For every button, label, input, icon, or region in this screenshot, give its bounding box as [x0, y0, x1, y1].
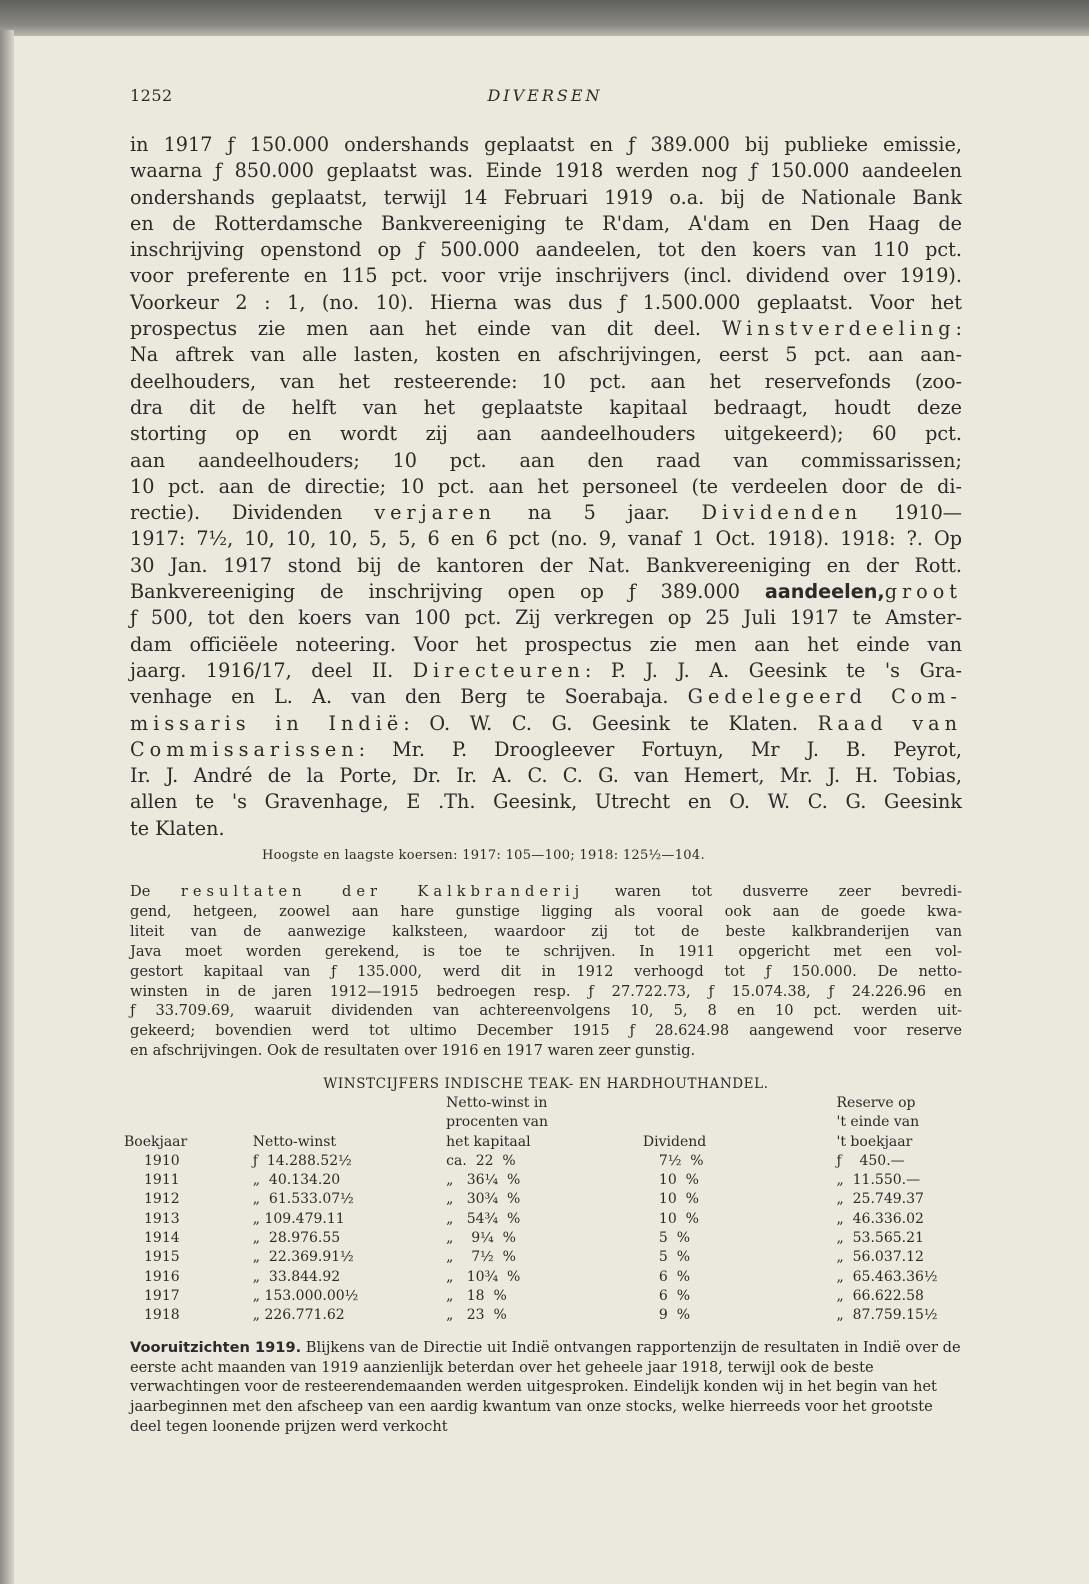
main-line: Voorkeur 2 : 1, (no. 10). Hierna was dus ƒ 1.500.000 geplaatst. Voor het [130, 290, 962, 314]
cell-percent: „ 30¾ % [446, 1191, 521, 1208]
cell-reserve: „ 87.759.15½ [836, 1307, 938, 1324]
cell-net-profit: ƒ 14.288.52½ [252, 1152, 352, 1169]
main-line [130, 658, 962, 684]
cell-net-profit: „ 226.771.62 [252, 1307, 345, 1324]
main-line [130, 711, 962, 737]
table-row [124, 1190, 966, 1209]
main-line: waarna ƒ 850.000 geplaatst was. Einde 1918 werden nog ƒ 150.000 aandeelen [130, 159, 962, 183]
kalk-line [130, 882, 962, 902]
main-line [130, 737, 962, 763]
header-pct-2: procenten van [446, 1114, 549, 1131]
cell-reserve: „ 46.336.02 [836, 1210, 924, 1227]
spaced-term: resultaten der Kalkbranderij [180, 883, 585, 900]
cell-year: 1917 [144, 1287, 180, 1304]
cell-year: 1913 [144, 1210, 180, 1227]
cell-dividend: 5 % [658, 1230, 691, 1247]
table-row [124, 1306, 966, 1325]
text-run: : Mr. P. Droogleever Fortuyn, Mr J. B. Peyrot, [358, 737, 962, 761]
profit-table [124, 1094, 966, 1326]
cell-year: 1911 [144, 1172, 180, 1189]
cell-dividend: 9 % [658, 1307, 691, 1324]
header-res-1: Reserve op [836, 1095, 916, 1111]
main-line: Na aftrek van alle lasten, kosten en afschrijvingen, eerst 5 pct. aan aan- [130, 343, 962, 367]
vooruitzichten-paragraph [130, 1338, 962, 1437]
vooruit-line: zijn de resultaten in Indië over de eerste acht maanden van 1919 aanzienlijk beter [130, 1339, 961, 1376]
text-run: prospectus zie men aan het einde van dit deel. [130, 317, 722, 341]
cell-net-profit: „ 28.976.55 [252, 1230, 341, 1247]
spaced-term: verjaren [374, 501, 496, 525]
main-line: allen te 's Gravenhage, E .Th. Geesink, Utrecht en O. W. C. G. Geesink [130, 790, 962, 814]
cell-dividend: 10 % [658, 1210, 699, 1227]
main-line: en de Rotterdamsche Bankvereeniging te R'dam, A'dam en Den Haag de [130, 211, 962, 235]
table-row [124, 1210, 966, 1229]
cell-percent: „ 23 % [446, 1307, 507, 1324]
main-line: 30 Jan. 1917 stond bij de kantoren der Nat. Bankvereeniging en der Rott. [130, 553, 962, 577]
cell-year: 1916 [144, 1268, 180, 1285]
spaced-term: Winstverdeeling [721, 317, 956, 341]
cell-percent: „ 54¾ % [446, 1210, 521, 1227]
text-run: na 5 jaar. [495, 501, 702, 525]
spaced-term: Dividenden [701, 501, 863, 525]
main-line [130, 579, 962, 605]
cell-dividend: 6 % [658, 1287, 691, 1304]
main-line: in 1917 ƒ 150.000 ondershands geplaatst en ƒ 389.000 bij publieke emissie, [130, 133, 962, 156]
running-head [130, 86, 960, 110]
text-run: venhage en L. A. van den Berg te Soerabaja. [130, 685, 688, 709]
main-line [130, 316, 962, 342]
price-quotes: Hoogste en laagste koersen: 1917: 105—100; 1918: 125½—104. [262, 848, 705, 863]
table-row [124, 1287, 966, 1306]
table-row [124, 1171, 966, 1190]
main-line: aan aandeelhouders; 10 pct. aan den raad van commissarissen; [130, 448, 962, 472]
main-line: 10 pct. aan de directie; 10 pct. aan het personeel (te verdeelen door de di- [130, 474, 962, 498]
cell-dividend: 5 % [658, 1249, 691, 1266]
table-row [124, 1229, 966, 1248]
cell-year: 1915 [144, 1249, 180, 1266]
header-dividend: Dividend [642, 1133, 707, 1150]
scan-left-edge [0, 30, 14, 1584]
main-line [130, 684, 962, 710]
text-run: jaarg. 1916/17, deel II. [130, 658, 413, 682]
spaced-term: Gedelegeerd Com- [687, 685, 962, 709]
cell-dividend: 10 % [658, 1191, 699, 1208]
cell-percent: „ 18 % [446, 1287, 507, 1304]
cell-net-profit: „ 40.134.20 [252, 1172, 341, 1189]
table-row [124, 1268, 966, 1287]
cell-year: 1912 [144, 1191, 180, 1208]
vooruit-line: dan over het geheele jaar 1918, terwijl ook de beste verwachtingen voor de resteerende [130, 1358, 874, 1396]
header-year: Boekjaar [124, 1133, 188, 1150]
kalk-line: en afschrijvingen. Ook de resultaten over 1916 en 1917 waren zeer gunstig. [130, 1042, 696, 1060]
header-pct-3: het kapitaal [446, 1133, 531, 1150]
spaced-term: missaris in Indië [130, 711, 404, 735]
cell-year: 1918 [144, 1307, 180, 1324]
cell-reserve: „ 53.565.21 [836, 1230, 924, 1247]
header-net: Netto-winst [252, 1133, 337, 1150]
main-line: dra dit de helft van het geplaatste kapitaal bedraagt, houdt deze [130, 395, 962, 419]
cell-dividend: 10 % [658, 1172, 699, 1189]
text-run: : P. J. J. A. Geesink te 's Gra- [584, 658, 962, 682]
cell-year: 1910 [144, 1152, 180, 1169]
cell-net-profit: „ 61.533.07½ [252, 1191, 354, 1208]
main-line: 1917: 7½, 10, 10, 10, 5, 5, 6 en 6 pct (no. 9, vanaf 1 Oct. 1918). 1918: ?. Op [130, 527, 962, 551]
spaced-term: groot [884, 580, 962, 604]
running-title: DIVERSEN [487, 86, 603, 105]
main-line: dam officiëele noteering. Voor het prospectus zie men aan het einde van [130, 632, 962, 656]
cell-net-profit: „ 109.479.11 [252, 1210, 345, 1227]
scan-top-edge [0, 0, 1089, 36]
cell-reserve: ƒ 450.— [836, 1152, 905, 1169]
kalk-line: liteit van de aanwezige kalksteen, waardoor zij tot de beste kalkbranderijen van [130, 922, 962, 940]
main-line: deelhouders, van het resteerende: 10 pct. aan het reservefonds (zoo- [130, 369, 962, 393]
cell-percent: „ 7½ % [446, 1249, 516, 1266]
main-line: inschrijving openstond op ƒ 500.000 aandeelen, tot den koers van 110 pct. [130, 238, 962, 262]
text-run: : [955, 317, 962, 341]
main-line [130, 500, 962, 526]
kalk-line: gestort kapitaal van ƒ 135.000, werd dit in 1912 verhoogd tot ƒ 150.000. De netto- [130, 962, 962, 980]
kalk-line: Java moet worden gerekend, is toe te schrijven. In 1911 opgericht met een vol- [130, 942, 962, 960]
main-line: voor preferente en 115 pct. voor vrije inschrijvers (incl. dividend over 1919). [130, 264, 962, 288]
kalk-line: ƒ 33.709.69, waaruit dividenden van achtereenvolgens 10, 5, 8 en 10 pct. werden uit- [130, 1002, 962, 1020]
cell-dividend: 7½ % [658, 1152, 704, 1169]
table-title: WINSTCIJFERS INDISCHE TEAK- EN HARDHOUTHANDEL. [323, 1076, 769, 1092]
cell-net-profit: „ 22.369.91½ [252, 1249, 354, 1266]
header-res-2: 't einde van [836, 1114, 920, 1131]
table-row [124, 1152, 966, 1171]
cell-dividend: 6 % [658, 1268, 691, 1285]
text-run: rectie). Dividenden [130, 501, 375, 525]
text-run: De [130, 883, 181, 900]
cell-net-profit: „ 153.000.00½ [252, 1287, 359, 1304]
text-run: 1910— [862, 501, 962, 525]
cell-percent: „ 10¾ % [446, 1268, 521, 1285]
main-line: ondershands geplaatst, terwijl 14 Februari 1919 o.a. bij de Nationale Bank [130, 185, 962, 209]
page-number: 1252 [130, 86, 173, 105]
header-res-3: 't boekjaar [836, 1133, 913, 1150]
cell-net-profit: „ 33.844.92 [252, 1268, 341, 1285]
cell-reserve: „ 25.749.37 [836, 1191, 924, 1208]
kalk-line: winsten in de jaren 1912—1915 bedroegen resp. ƒ 27.722.73, ƒ 15.074.38, ƒ 24.226.96 en [130, 982, 962, 1000]
vooruit-line: reeds voor het grootste deel tegen loonende prijzen werd verkocht [130, 1398, 933, 1435]
vooruit-line: beginnen met den afscheep van een aardig kwantum van onze stocks, welke hier [158, 1398, 760, 1416]
main-line: storting op en wordt zij aan aandeelhouders uitgekeerd); 60 pct. [130, 422, 962, 446]
cell-percent: „ 9¼ % [446, 1230, 516, 1247]
vooruit-line [130, 1339, 710, 1356]
text-run: waren tot dusverre zeer bevredi- [584, 883, 962, 900]
cell-reserve: „ 56.037.12 [836, 1249, 924, 1266]
emphasis-text: Vooruitzichten 1919. [130, 1339, 302, 1356]
cell-year: 1914 [144, 1230, 180, 1247]
main-line: ƒ 500, tot den koers van 100 pct. Zij verkregen op 25 Juli 1917 te Amster- [130, 606, 962, 630]
table-row [124, 1248, 966, 1267]
kalkbranderij-paragraph [130, 882, 962, 1061]
cell-reserve: „ 11.550.— [836, 1172, 921, 1189]
text-run: : O. W. C. G. Geesink te Klaten. [403, 711, 818, 735]
spaced-term: Directeuren [412, 658, 585, 682]
text-run: Blijkens van de Directie uit Indië ontvangen rapporten [301, 1339, 711, 1356]
text-run: Bankvereeniging de inschrijving open op ƒ 389.000 [130, 580, 765, 604]
main-paragraph [130, 132, 962, 842]
kalk-line: gend, hetgeen, zoowel aan hare gunstige ligging als vooral ook aan de goede kwa- [130, 902, 962, 920]
cell-percent: „ 36¼ % [446, 1172, 521, 1189]
header-pct-1: Netto-winst in [446, 1095, 548, 1111]
cell-percent: ca. 22 % [446, 1152, 516, 1169]
main-line: Ir. J. André de la Porte, Dr. Ir. A. C. C. G. van Hemert, Mr. J. H. Tobias, [130, 764, 962, 788]
emphasis-text: aandeelen, [764, 580, 885, 604]
kalk-line: gekeerd; bovendien werd tot ultimo December 1915 ƒ 28.624.98 aangewend voor reserve [130, 1022, 962, 1040]
spaced-term: Commissarissen [130, 737, 359, 761]
cell-reserve: „ 66.622.58 [836, 1287, 924, 1304]
spaced-term: Raad van [817, 711, 962, 735]
vooruit-line: maanden werden uitgesproken. Eindelijk konden wij in het begin van het jaar [130, 1378, 937, 1416]
cell-reserve: „ 65.463.36½ [836, 1268, 938, 1285]
main-line: te Klaten. [130, 816, 225, 840]
